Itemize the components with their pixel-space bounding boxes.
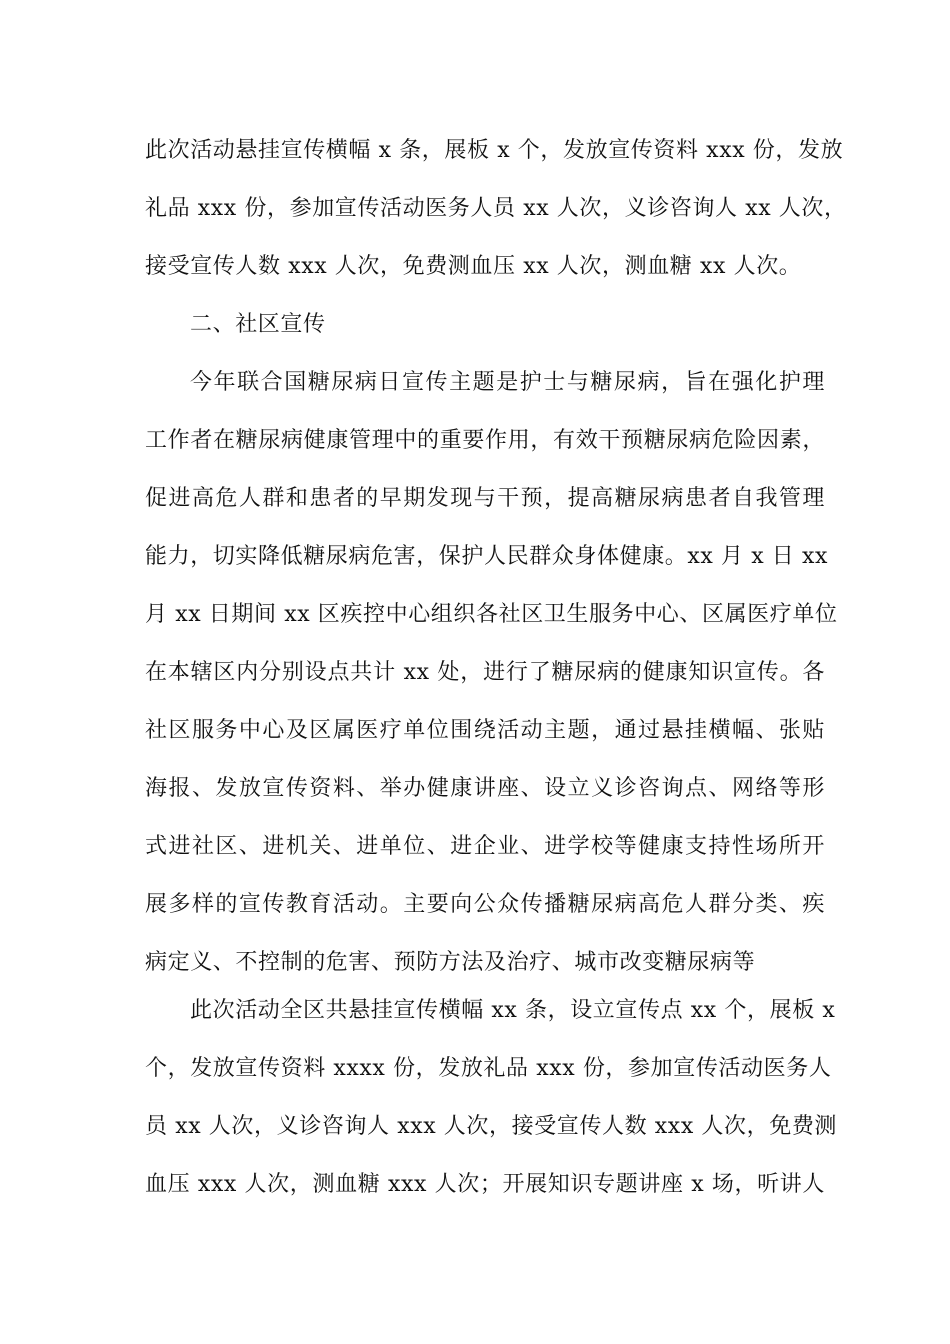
paragraph-line: 员 xx 人次，义诊咨询人 xxx 人次，接受宣传人数 xxx 人次，免费测 [145,1114,838,1139]
paragraph-line: 促进高危人群和患者的早期发现与干预，提高糖尿病患者自我管理 [145,486,825,511]
paragraph-line: 血压 xxx 人次，测血糖 xxx 人次；开展知识专题讲座 x 场，听讲人 [145,1172,825,1197]
paragraph-line: 今年联合国糖尿病日宣传主题是护士与糖尿病，旨在强化护理 [190,370,825,395]
paragraph-line: 接受宣传人数 xxx 人次，免费测血压 xx 人次，测血糖 xx 人次。 [145,254,802,279]
paragraph-line: 月 xx 日期间 xx 区疾控中心组织各社区卫生服务中心、区属医疗单位 [145,602,838,627]
paragraph-line: 礼品 xxx 份，参加宣传活动医务人员 xx 人次，义诊咨询人 xx 人次， [145,196,847,221]
paragraph-line: 个，发放宣传资料 xxxx 份，发放礼品 xxx 份，参加宣传活动医务人 [145,1056,832,1081]
paragraph-line: 在本辖区内分别设点共计 xx 处，进行了糖尿病的健康知识宣传。各 [145,660,825,685]
section-heading: 二、社区宣传 [190,312,326,337]
paragraph-line: 此次活动悬挂宣传横幅 x 条，展板 x 个，发放宣传资料 xxx 份，发放 [145,138,844,163]
paragraph-line: 海报、发放宣传资料、举办健康讲座、设立义诊咨询点、网络等形 [145,776,825,801]
paragraph-line: 展多样的宣传教育活动。主要向公众传播糖尿病高危人群分类、疾 [145,892,825,917]
paragraph-line: 工作者在糖尿病健康管理中的重要作用，有效干预糖尿病危险因素， [145,428,825,453]
paragraph-line: 式进社区、进机关、进单位、进企业、进学校等健康支持性场所开 [145,834,825,859]
paragraph-line: 病定义、不控制的危害、预防方法及治疗、城市改变糖尿病等 [145,950,756,975]
paragraph-line: 能力，切实降低糖尿病危害，保护人民群众身体健康。xx 月 x 日 xx [145,544,829,569]
paragraph-line: 此次活动全区共悬挂宣传横幅 xx 条，设立宣传点 xx 个，展板 x [190,998,836,1023]
paragraph-line: 社区服务中心及区属医疗单位围绕活动主题，通过悬挂横幅、张贴 [145,718,825,743]
